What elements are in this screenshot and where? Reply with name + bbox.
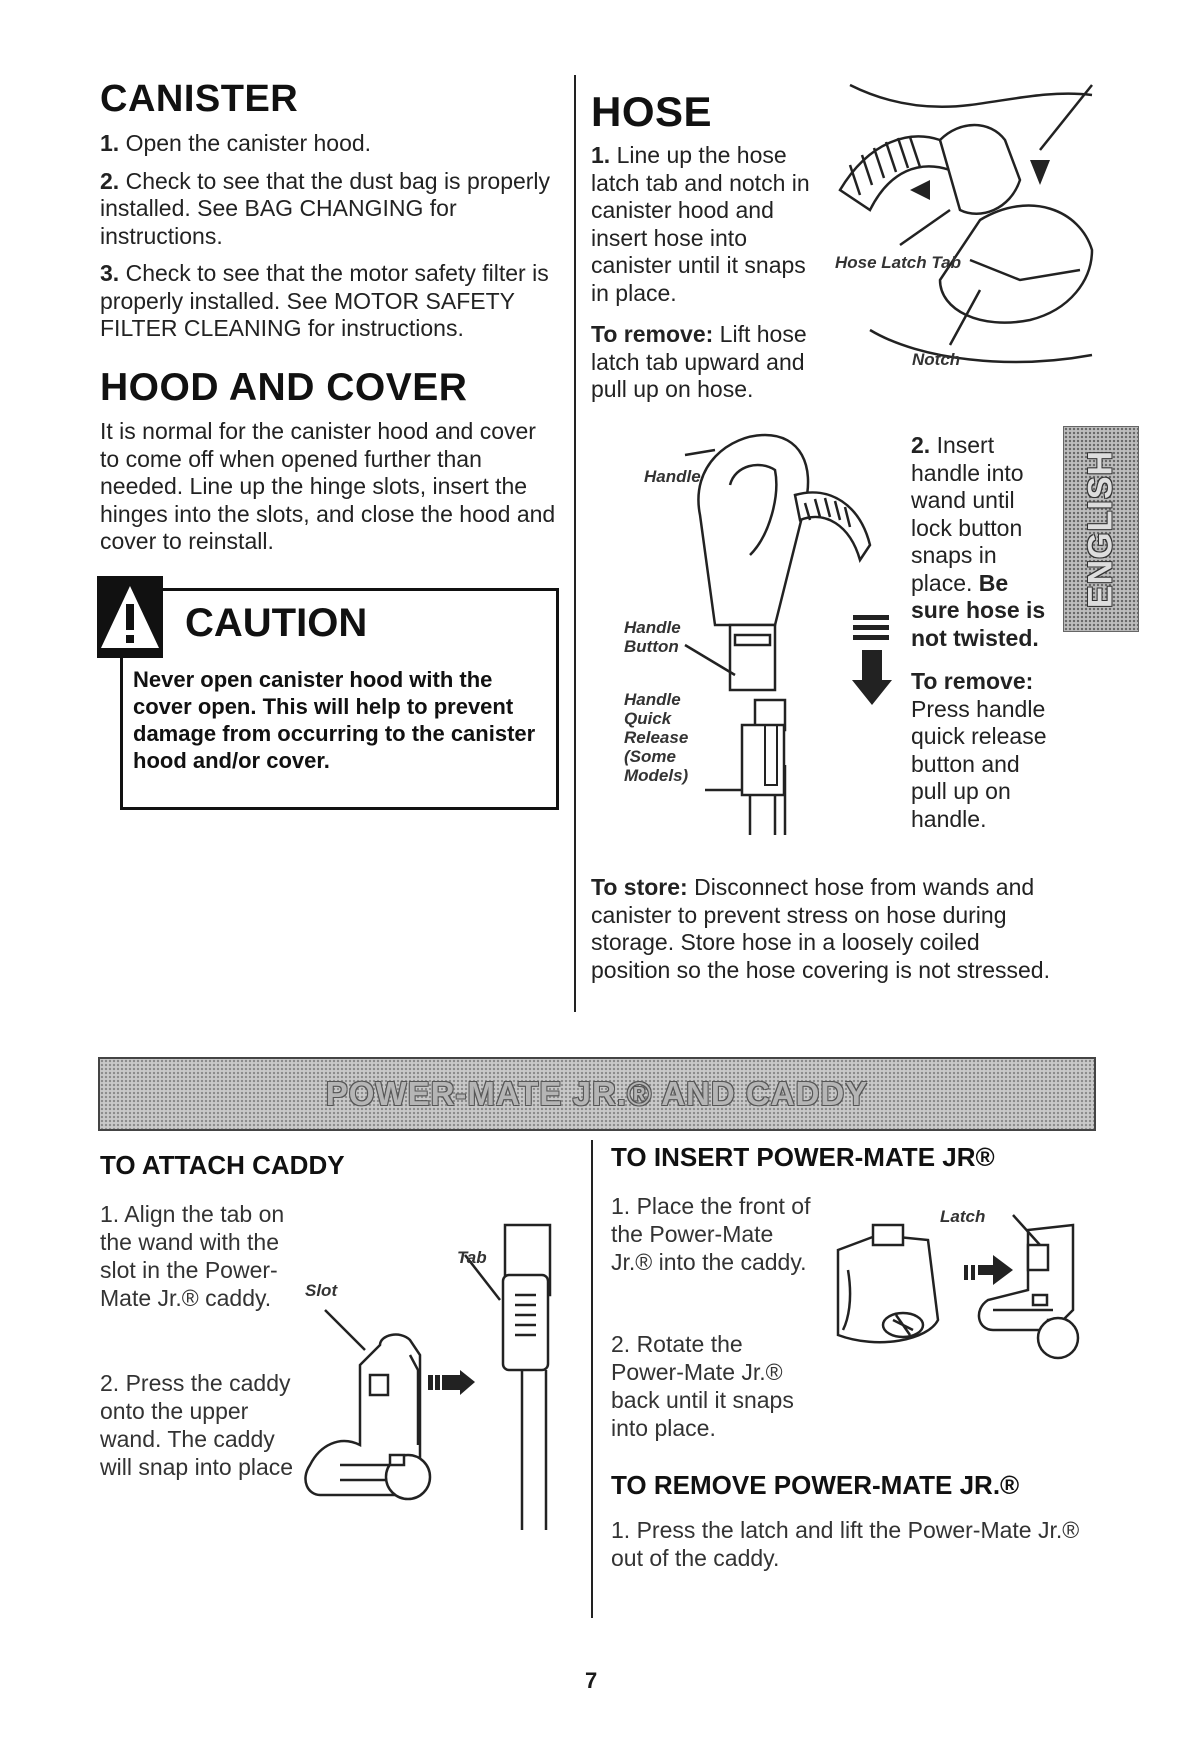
label-handle-button: Handle Button [624, 618, 681, 656]
column-divider-top [574, 75, 576, 1012]
hose-insert-illustration [830, 80, 1100, 380]
attach-step-2: 2. Press the caddy onto the upper wand. The caddy will snap into place [100, 1370, 294, 1480]
hood-text: It is normal for the canister hood and cover to come off when opened further than needed. Line up the hinge slots, insert the hinges into the slots, and close the hood and cover to reinstall. [100, 418, 556, 554]
warning-badge [97, 576, 163, 658]
language-side-tab: ENGLISH [1063, 426, 1139, 632]
section-banner: POWER-MATE JR.® AND CADDY [98, 1057, 1096, 1131]
label-tab: Tab [457, 1248, 487, 1267]
label-slot: Slot [305, 1281, 338, 1300]
insert-step-2: 2. Rotate the Power-Mate Jr.® back until it snaps into place. [611, 1331, 794, 1441]
caution-text: Never open canister hood with the cover open. This will help to prevent damage from occurring to the canister hood and/or cover. [133, 667, 536, 773]
insert-title: TO INSERT POWER-MATE JR® [611, 1142, 995, 1172]
label-quick-release: Handle Quick Release (Some Models) [624, 690, 689, 785]
canister-steps [100, 130, 560, 353]
hose-store: To store: Disconnect hose from wands and canister to prevent stress on hose during storage. Store hose in a loosely coiled position so the hose covering is not stressed. [591, 874, 1050, 983]
column-divider-bottom [591, 1140, 593, 1618]
canister-step-1: 1. Open the canister hood. [100, 130, 372, 156]
hose-remove-2: To remove: Press handle quick release button and pull up on handle. [911, 668, 1047, 832]
attach-caddy-title: TO ATTACH CADDY [100, 1150, 345, 1180]
hose-title: HOSE [591, 88, 713, 135]
attach-step-1: 1. Align the tab on the wand with the slot in the Power-Mate Jr.® caddy. [100, 1201, 285, 1311]
caution-title: CAUTION [185, 601, 368, 645]
insert-powermate-illustration [818, 1210, 1088, 1370]
remove-title: TO REMOVE POWER-MATE JR.® [611, 1470, 1020, 1500]
label-handle: Handle [644, 467, 701, 486]
label-hose-latch-tab: Hose Latch Tab [835, 253, 961, 272]
canister-step-3: 3. Check to see that the motor safety filter is properly installed. See MOTOR SAFETY FILTER CLEANING for instructions. [100, 260, 549, 341]
warning-triangle-icon [97, 576, 163, 658]
label-notch: Notch [912, 350, 961, 369]
attach-caddy-illustration [300, 1215, 570, 1535]
canister-title: CANISTER [100, 78, 299, 120]
label-latch: Latch [940, 1207, 986, 1226]
hose-step-1: 1. Line up the hose latch tab and notch in canister hood and insert hose into canister until it snaps in place. [591, 142, 810, 306]
page-number: 7 [585, 1668, 598, 1693]
insert-step-1: 1. Place the front of the Power-Mate Jr.® into the caddy. [611, 1193, 811, 1275]
remove-step-1: 1. Press the latch and lift the Power-Mate Jr.® out of the caddy. [611, 1517, 1080, 1571]
hose-remove-1: To remove: Lift hose latch tab upward and pull up on hose. [591, 321, 807, 402]
hood-title: HOOD AND COVER [100, 366, 468, 409]
hose-step-2: 2. Insert handle into wand until lock button snaps in place. Be sure hose is not twisted. [911, 432, 1046, 651]
canister-step-2: 2. Check to see that the dust bag is properly installed. See BAG CHANGING for instructions. [100, 167, 551, 249]
